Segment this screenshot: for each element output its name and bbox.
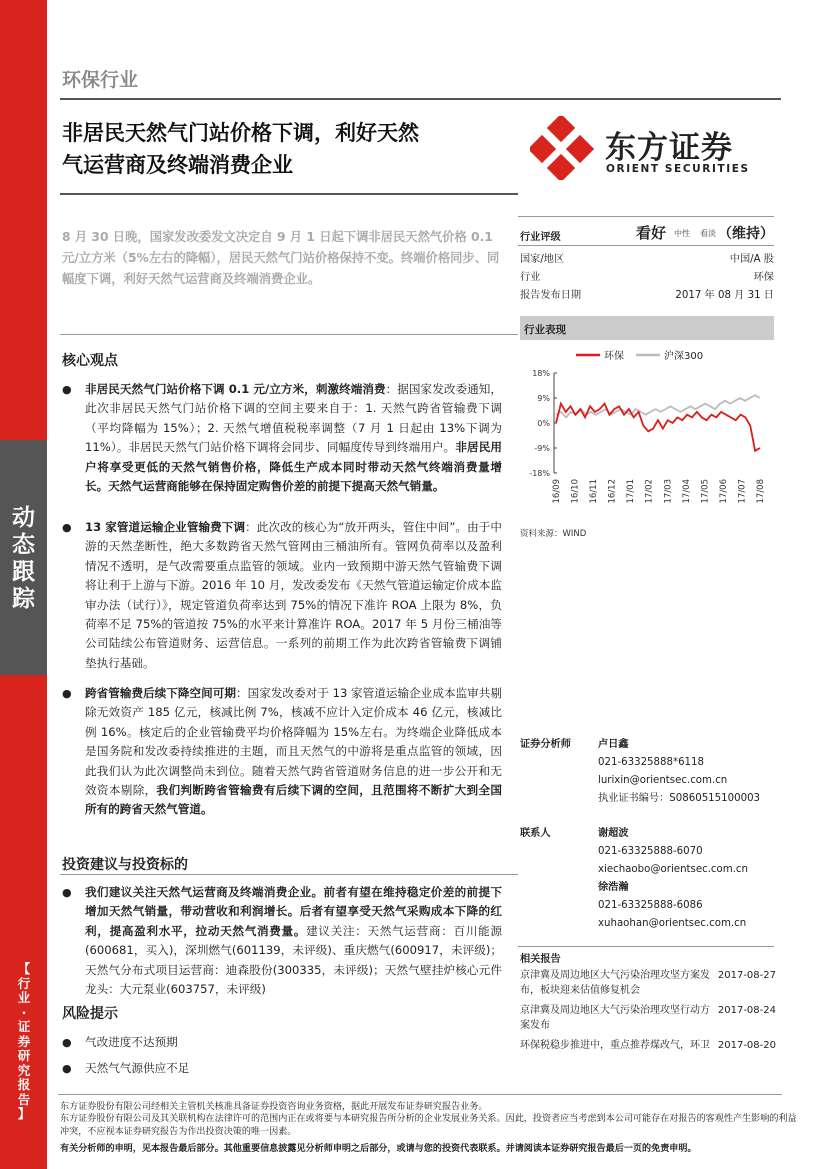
contact-2-phone: 021-63325888-6086 [598, 900, 703, 911]
invest-divider [60, 874, 518, 875]
risk-item-2: ● 天然气气源供应不足 [62, 1059, 502, 1079]
date-row: 报告发布日期 2017 年 08 月 31 日 [520, 290, 774, 301]
footer-line-1: 东方证券股份有限公司经相关主管机关核准具备证券投资咨询业务资格，据此开展发布证券研究报告业务。 [60, 1102, 488, 1112]
company-logo [530, 116, 780, 180]
bullet-dot-icon: ● [62, 521, 72, 534]
x-tick-label: 16/11 [589, 479, 600, 504]
footer-line-3: 有关分析师的申明，见本报告最后部分。其他重要信息披露见分析师申明之后部分，或请与您的投资代表联系。并请阅读本证券研究报告最后一页的免责申明。 [60, 1144, 697, 1154]
core-bullet-3 [62, 684, 502, 824]
y-tick-label: -9% [534, 444, 550, 453]
core-bullet-2 [62, 518, 502, 678]
chart-title: 行业表现 [524, 324, 566, 336]
country-row: 国家/地区 中国/A 股 [520, 254, 774, 265]
chart-legend [576, 349, 703, 362]
x-tick-label: 17/06 [718, 479, 729, 504]
rating-keep: （维持） [718, 226, 774, 242]
contact-label: 联系人 [520, 828, 551, 839]
core-heading: 核心观点 [62, 353, 118, 369]
rating-alt-1: 中性 [674, 229, 690, 238]
related-report-item[interactable]: 环保税稳步推进中，重点推荐煤改气，环卫 2017-08-20 [520, 1040, 776, 1051]
contact-1-phone: 021-63325888-6070 [598, 846, 703, 857]
bullet-dot-icon: ● [62, 1062, 72, 1075]
contact-2-name: 徐浩瀚 [598, 882, 629, 893]
analyst-email[interactable]: lurixin@orientsec.com.cn [598, 775, 728, 786]
industry-performance-chart [520, 345, 776, 520]
analyst-phone: 021-63325888*6118 [598, 757, 704, 768]
chart-x-ticks [552, 479, 766, 504]
header-divider-right [516, 98, 781, 100]
industry-row: 行业 环保 [520, 272, 774, 283]
title-line-2: 气运营商及终端消费企业 [62, 153, 293, 177]
x-tick-label: 16/12 [607, 479, 618, 504]
bullet-dot-icon: ● [62, 383, 72, 396]
rating-mid-divider [518, 245, 774, 246]
sidebar-block-label: 动 态 跟 踪 [12, 505, 35, 612]
contact-2-email[interactable]: xuhaohan@orientsec.com.cn [598, 918, 747, 929]
analyst-cert: 执业证书编号：S0860515100003 [598, 793, 761, 804]
x-tick-label: 17/08 [756, 479, 766, 504]
related-divider [518, 946, 774, 947]
rating-main: 看好 [636, 224, 667, 242]
related-report-item[interactable]: 京津冀及周边地区大气污染治理攻坚方案发布，板块迎来估值修复机会 2017-08-27 [520, 970, 776, 996]
x-tick-label: 17/05 [700, 479, 711, 504]
invest-heading: 投资建议与投资标的 [62, 857, 188, 873]
bullet-dot-icon: ● [62, 1036, 72, 1049]
y-tick-label: 9% [537, 394, 550, 403]
y-tick-label: 18% [532, 369, 550, 378]
related-reports [520, 968, 776, 1058]
y-tick-label: -18% [529, 469, 550, 478]
core-bullet-2-text: 13 家管道运输企业管输费下调：此次改的核心为“放开两头，管住中间”。由于中游的天然垄断性，绝大多数跨省天然气管网由三桶油所有。管网负荷率以及盈利情况不透明，是气改需要重点监管的领域。业内一致预期中游天然气管输费下调将让利于上游与下游。2016 年 10 月，发改委发布《天然气管道运输定价成本监审办法（试行）》，规定管道负荷率达到 75%的情况下准许 ROA 上限为 8%，负荷率不足 75%的管道按 75%的水平来计算准许 ROA。2017 年 5 月份三桶油等公司陆续公布管道财务、运营信息。一系列的前期工作为此次跨省管输费下调铺垫执行基础。 [85, 520, 503, 670]
x-tick-label: 17/01 [626, 479, 637, 504]
page-title [62, 117, 502, 181]
footer-line-2: 东方证券股份有限公司及其关联机构在法律许可的范围内正在或将要与本研究报告所分析的企业发展业务关系。因此，投资者应当考虑到本公司可能存在对报告的客观性产生影响的利益冲突，不应视本证券研究报告为作出投资决策的唯一因素。 [60, 1114, 797, 1137]
rating-alt-2: 看淡 [700, 229, 716, 238]
related-report-item[interactable]: 京津冀及周边地区大气污染治理攻坚行动方案发布 2017-08-24 [520, 1005, 776, 1031]
invest-bullet-text: 我们建议关注天然气运营商及终端消费企业。前者有望在维持稳定价差的前提下增加天然气销量，带动营收和利润增长。后者有望享受天然气采购成本下降的红利，提高盈利水平，拉动天然气消费量。建议关注：天然气运营商：百川能源(600681，买入)，深圳燃气(601139，未评级)、重庆燃气(600917，未评级)；天然气分布式项目运营商：迪森股份(300335，未评级)；天然气壁挂炉核心元件龙头：大元泵业(603757，未评级) [85, 885, 502, 997]
x-tick-label: 16/09 [552, 479, 562, 504]
contact-1-name: 谢超波 [598, 828, 629, 839]
sector-label: 环保行业 [62, 69, 139, 91]
rating-label: 行业评级 [520, 232, 561, 243]
x-tick-label: 16/10 [570, 479, 581, 504]
contact-1-email[interactable]: xiechaobo@orientsec.com.cn [598, 864, 748, 875]
legend-hs300-label: 沪深300 [664, 351, 704, 362]
rating-row [520, 222, 774, 246]
x-tick-label: 17/02 [644, 479, 655, 504]
core-bullet-3-text: 跨省管输费后续下降空间可期：国家发改委对于 13 家管道运输企业成本监审共剔除无效资产 185 亿元，核减比例 7%，核减不应计入定价成本 46 亿元，核减比例 16%。核定后的企业管输费平均价格降幅为 15%左右。为终端企业降低成本是国务院和发改委持续推进的主题，而且天然气的中游将是重点监管的领域，因此我们认为此次调整尚未到位。随着天然气跨省管道财务信息的进一步公开和无效资本剔除，我们判断跨省管输费有后续下调的空间，且范围将不断扩大到全国所有的跨省天然气管道。 [85, 686, 503, 817]
logo-en-text: ORIENT SECURITIES [606, 163, 750, 175]
core-bullet-1 [62, 380, 502, 520]
logo-cn-text: 东方证券 [605, 130, 733, 166]
invest-bullet [62, 883, 502, 1003]
bullet-dot-icon: ● [62, 886, 72, 899]
summary-text: 8 月 30 日晚，国家发改委发文决定自 9 月 1 日起下调非居民天然气价格 0.1 元/立方米（5%左右的降幅），居民天然气门站价格保持不变。终端价格同步、同幅度下调，利好天然气运营商及终端消费企业。 [62, 230, 500, 286]
x-tick-label: 17/04 [681, 479, 692, 504]
risk-heading: 风险提示 [62, 1006, 118, 1022]
summary-divider [60, 334, 518, 335]
x-tick-label: 17/07 [737, 479, 748, 504]
core-bullet-1-text: 非居民天然气门站价格下调 0.1 元/立方米，刺激终端消费：据国家发改委通知，此次非居民天然气门站价格下调的空间主要来自于：1. 天然气跨省管输费下调（平均降幅为 15%）；2. 天然气增值税税率调整（7 月 1 日起由 13%下调为 11%）。非居民天然气门站价格下调将会同步、同幅度传导到终端用户。非居民用户将享受更低的天然气销售价格，降低生产成本同时带动天然气终端消费量增长。天然气运营商能够在保持固定购售价差的前提下提高天然气销量。 [85, 382, 502, 494]
title-line-1: 非居民天然气门站价格下调，利好天然 [62, 121, 419, 145]
y-tick-label: 0% [537, 419, 550, 428]
sidebar-bottom-label: 【 行 业 · 证 券 研 究 报 告 】 [17, 961, 31, 1121]
legend-env-label: 环保 [604, 351, 624, 362]
analyst-name: 卢日鑫 [598, 739, 629, 750]
chart-source: 资料来源：WIND [520, 529, 587, 539]
header-divider [60, 98, 518, 100]
chart-header [520, 316, 774, 340]
title-divider [60, 193, 518, 195]
analyst-label: 证券分析师 [520, 739, 571, 750]
x-tick-label: 17/03 [663, 479, 674, 504]
risk-item-1: ● 气改进度不达预期 [62, 1033, 502, 1053]
footer-divider [58, 1094, 782, 1095]
bullet-dot-icon: ● [62, 687, 72, 700]
logo-mark-icon [530, 116, 594, 180]
rating-top-divider [518, 216, 774, 217]
chart-y-ticks [529, 369, 557, 478]
related-label: 相关报告 [520, 954, 561, 965]
